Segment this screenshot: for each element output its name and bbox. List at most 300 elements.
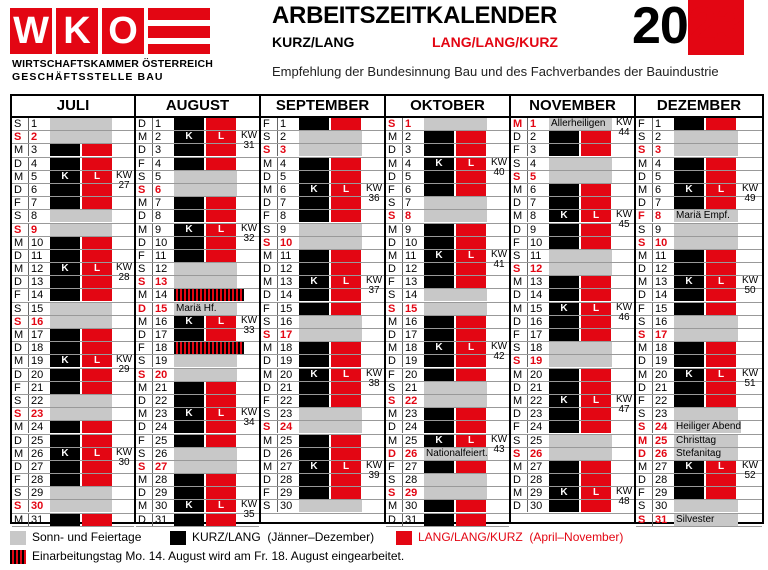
lang-lang-kurz-block: L: [331, 461, 361, 473]
weekday: M: [388, 342, 398, 355]
lang-lang-kurz-block: [706, 158, 736, 170]
weekday: S: [638, 500, 646, 513]
kw-label: KW: [490, 156, 508, 168]
weekend-bar: [424, 210, 487, 222]
day-number: 22: [402, 395, 423, 407]
day-number: 19: [28, 355, 49, 367]
weekday: F: [263, 302, 270, 315]
kw-label: KW: [365, 275, 383, 287]
weekday: D: [138, 118, 146, 130]
weekday: F: [638, 118, 645, 130]
day-row: [511, 408, 634, 421]
lang-lang-kurz-block: [706, 355, 736, 367]
kw-label: KW: [615, 393, 633, 405]
day-row: [511, 289, 634, 302]
day-row: [12, 237, 134, 250]
weekend-bar: [299, 224, 362, 236]
day-row: [636, 514, 762, 527]
weekday: M: [638, 249, 648, 262]
day-number: 3: [28, 144, 49, 156]
weekday: F: [638, 210, 645, 223]
day-row: [511, 461, 634, 474]
day-row: [261, 421, 384, 434]
day-row: [386, 461, 509, 474]
day-number: 5: [652, 171, 673, 183]
day-row: [636, 289, 762, 302]
lang-lang-kurz-block: [581, 184, 611, 196]
day-number: 30: [527, 500, 548, 512]
day-number: 9: [152, 224, 173, 236]
day-number: 30: [402, 500, 423, 512]
kw-label: KW: [365, 367, 383, 379]
day-row: [12, 369, 134, 382]
day-row: [136, 289, 259, 302]
lang-lang-kurz-block: L: [706, 369, 736, 381]
kurz-lang-block: K: [549, 487, 579, 499]
weekday: S: [513, 447, 521, 460]
kurz-lang-block: K: [299, 276, 329, 288]
day-number: 12: [527, 263, 548, 275]
day-row: [136, 237, 259, 250]
kurz-lang-block: [424, 144, 454, 156]
weekday: D: [638, 289, 646, 302]
legend-black-label: KURZ/LANG: [192, 530, 261, 544]
weekday: F: [138, 249, 145, 262]
weekday: S: [263, 500, 271, 513]
day-row: [636, 382, 762, 395]
month-column: [261, 96, 386, 522]
day-number: 3: [152, 144, 173, 156]
day-row: [136, 382, 259, 395]
day-number: 27: [28, 461, 49, 473]
kurz-lang-block: [174, 435, 204, 447]
lang-lang-kurz-block: [456, 461, 486, 473]
weekday: S: [388, 381, 396, 394]
lang-lang-kurz-block: [331, 355, 361, 367]
weekday: M: [513, 276, 523, 289]
day-row: [386, 355, 509, 368]
day-number: 25: [402, 435, 423, 447]
page-title: ARBEITSZEITKALENDER: [272, 2, 557, 29]
weekend-bar: [299, 408, 362, 420]
day-number: 23: [652, 408, 673, 420]
day-row: [636, 395, 762, 408]
day-row: [261, 395, 384, 408]
weekend-bar: [50, 303, 112, 315]
day-number: 2: [28, 131, 49, 143]
kw-number: 44: [618, 127, 630, 138]
weekday: F: [138, 342, 145, 355]
day-number: 24: [277, 421, 298, 433]
weekday: S: [263, 223, 271, 236]
day-number: 9: [28, 224, 49, 236]
weekday: M: [138, 381, 148, 394]
hatch-swatch: [10, 550, 26, 564]
day-number: 28: [277, 474, 298, 486]
lang-lang-kurz-block: [456, 369, 486, 381]
day-row: [261, 474, 384, 487]
weekday: M: [138, 408, 148, 421]
kurz-lang-block: [50, 474, 80, 486]
weekend-bar: [674, 408, 738, 420]
day-number: 30: [152, 500, 173, 512]
weekday: M: [388, 315, 398, 328]
weekend-bar: [174, 461, 237, 473]
kurz-lang-block: [299, 342, 329, 354]
weekday: D: [513, 500, 521, 513]
month-header: NOVEMBER: [511, 96, 634, 118]
weekday: M: [388, 157, 398, 170]
day-number: 28: [652, 474, 673, 486]
day-number: 18: [277, 342, 298, 354]
kurz-lang-block: K: [674, 461, 704, 473]
kurz-lang-block: [424, 316, 454, 328]
kurz-lang-block: [549, 461, 579, 473]
day-number: 20: [28, 369, 49, 381]
lang-lang-kurz-block: [456, 500, 486, 512]
lang-lang-kurz-block: L: [456, 435, 486, 447]
kurz-lang-block: K: [50, 171, 80, 183]
kurz-lang-block: [424, 184, 454, 196]
lang-lang-kurz-block: [581, 408, 611, 420]
lang-lang-kurz-block: L: [706, 184, 736, 196]
weekday: S: [263, 329, 271, 341]
legend-hatch: [10, 549, 404, 564]
lang-lang-kurz-block: [456, 171, 486, 183]
day-number: 15: [527, 303, 548, 315]
kurz-lang-block: [50, 342, 80, 354]
kw-number: 45: [618, 219, 630, 231]
day-number: 23: [277, 408, 298, 420]
day-row: [386, 118, 509, 131]
weekend-bar: [174, 184, 237, 196]
day-row: [511, 209, 634, 231]
weekend-bar: [174, 171, 237, 183]
lang-lang-kurz-block: L: [331, 276, 361, 288]
day-number: 24: [527, 421, 548, 433]
day-number: 14: [652, 289, 673, 301]
weekday: F: [263, 394, 270, 407]
day-row: [386, 408, 509, 421]
kurz-lang-block: K: [50, 448, 80, 460]
lang-lang-kurz-block: L: [206, 316, 236, 328]
kurz-lang-block: [299, 158, 329, 170]
day-number: 27: [277, 461, 298, 473]
day-row: [136, 448, 259, 461]
lang-lang-kurz-block: [206, 250, 236, 262]
lang-lang-kurz-block: [82, 421, 112, 433]
day-number: 23: [152, 408, 173, 420]
kurz-lang-block: [299, 171, 329, 183]
kurz-lang-block: [549, 237, 579, 249]
day-number: 21: [652, 382, 673, 394]
kurz-lang-block: [174, 197, 204, 209]
lang-lang-kurz-block: [331, 448, 361, 460]
weekday: S: [263, 315, 271, 328]
day-number: 17: [28, 329, 49, 341]
day-number: 21: [402, 382, 423, 394]
lang-lang-kurz-block: L: [706, 276, 736, 288]
weekend-bar: [674, 500, 738, 512]
holiday-note: Allerheiligen: [551, 118, 606, 129]
weekday: D: [388, 263, 396, 276]
weekday: D: [14, 276, 22, 289]
day-number: 19: [277, 355, 298, 367]
day-number: 26: [652, 448, 673, 460]
lang-lang-kurz-block: [706, 263, 736, 275]
day-row: [511, 448, 634, 461]
day-row: [636, 224, 762, 237]
day-number: 24: [402, 421, 423, 433]
weekday: S: [138, 460, 146, 473]
kw-number: 29: [118, 364, 130, 376]
kurz-lang-block: [424, 171, 454, 183]
kurz-lang-block: [424, 355, 454, 367]
weekday: M: [14, 355, 24, 368]
kw-label: KW: [741, 275, 759, 287]
month-header: OKTOBER: [386, 96, 509, 118]
day-row: [12, 184, 134, 197]
kurz-lang-block: [50, 250, 80, 262]
weekday: F: [263, 210, 270, 223]
day-number: 11: [402, 250, 423, 262]
lang-lang-kurz-block: [82, 329, 112, 341]
lang-lang-kurz-block: [206, 237, 236, 249]
weekday: S: [14, 500, 22, 513]
day-row: [636, 237, 762, 250]
weekday: D: [513, 315, 521, 328]
kurz-lang-block: [299, 448, 329, 460]
day-number: 22: [28, 395, 49, 407]
weekday: D: [388, 144, 396, 157]
kw-label: KW: [115, 262, 133, 274]
kurz-lang-block: K: [174, 131, 204, 143]
lang-lang-kurz-block: L: [206, 224, 236, 236]
day-row: [636, 500, 762, 513]
day-number: 4: [527, 158, 548, 170]
weekday: D: [138, 210, 146, 223]
kurz-lang-block: [549, 144, 579, 156]
day-row: [136, 250, 259, 263]
day-number: 6: [277, 184, 298, 196]
weekend-bar: [674, 237, 738, 249]
kurz-lang-block: K: [174, 500, 204, 512]
day-row: [386, 421, 509, 434]
day-number: 3: [277, 144, 298, 156]
day-row: [261, 329, 384, 342]
day-row: [386, 395, 509, 408]
day-row: [386, 382, 509, 395]
day-row: [12, 144, 134, 157]
weekday: F: [263, 118, 270, 130]
kurz-lang-block: [549, 474, 579, 486]
day-number: 26: [527, 448, 548, 460]
weekday: S: [388, 302, 396, 315]
day-number: 19: [652, 355, 673, 367]
day-row: [12, 316, 134, 329]
lang-lang-kurz-block: [206, 197, 236, 209]
weekend-bar: [424, 395, 487, 407]
kurz-lang-block: [549, 369, 579, 381]
weekend-bar: [549, 171, 612, 183]
weekday: D: [388, 447, 396, 460]
day-row: [136, 461, 259, 474]
day-number: 30: [277, 500, 298, 512]
day-number: 29: [28, 487, 49, 499]
lang-lang-kurz-block: [82, 184, 112, 196]
weekday: M: [14, 329, 24, 341]
lang-lang-kurz-block: L: [581, 303, 611, 315]
weekday: M: [14, 236, 24, 249]
day-number: 8: [652, 210, 673, 222]
weekday: S: [138, 183, 146, 196]
lang-lang-kurz-block: [331, 118, 361, 130]
month-column: [136, 96, 261, 526]
day-row: [386, 448, 509, 461]
month-column: [12, 96, 136, 526]
kurz-lang-block: K: [424, 435, 454, 447]
lang-lang-kurz-block: [331, 303, 361, 315]
weekday: D: [513, 381, 521, 394]
day-row: [261, 408, 384, 421]
lang-lang-kurz-block: L: [82, 171, 112, 183]
kurz-lang-block: [174, 237, 204, 249]
weekday: S: [638, 421, 646, 434]
kurz-lang-block: [549, 500, 579, 512]
lang-lang-kurz-block: [456, 144, 486, 156]
lang-lang-kurz-block: [456, 408, 486, 420]
weekday: D: [513, 223, 521, 236]
day-number: 17: [652, 329, 673, 341]
weekend-bar: [424, 382, 487, 394]
day-number: 22: [152, 395, 173, 407]
kurz-lang-block: K: [549, 303, 579, 315]
day-row: [136, 474, 259, 487]
day-row: [511, 144, 634, 157]
day-row: [511, 329, 634, 342]
day-number: 9: [527, 224, 548, 236]
weekday: D: [138, 394, 146, 407]
holiday-note: Heiliger Abend: [676, 421, 742, 433]
kw-number: 36: [368, 192, 380, 204]
kw-label: KW: [240, 130, 258, 142]
weekend-bar: [299, 421, 362, 433]
day-number: 9: [652, 224, 673, 236]
weekday: D: [138, 329, 146, 341]
weekday: S: [513, 249, 521, 262]
day-row: [12, 224, 134, 237]
day-row: [386, 144, 509, 157]
day-row: [261, 316, 384, 329]
day-number: 23: [527, 408, 548, 420]
weekend-bar: [299, 329, 362, 341]
weekday: D: [638, 474, 646, 487]
weekday: S: [513, 263, 521, 276]
day-row: [511, 184, 634, 197]
day-row: [12, 461, 134, 474]
weekday: S: [14, 131, 22, 144]
weekday: D: [388, 421, 396, 434]
weekday: M: [138, 223, 148, 236]
lang-lang-kurz-block: [206, 382, 236, 394]
kw-label: KW: [490, 433, 508, 445]
day-row: [136, 369, 259, 382]
kurz-lang-block: [674, 342, 704, 354]
day-number: 8: [402, 210, 423, 222]
lang-lang-kurz-block: [82, 144, 112, 156]
weekday: M: [138, 474, 148, 487]
kurz-lang-block: K: [674, 369, 704, 381]
day-number: 12: [277, 263, 298, 275]
lang-lang-kurz-block: [581, 316, 611, 328]
kurz-lang-block: [299, 303, 329, 315]
day-number: 4: [277, 158, 298, 170]
kurz-lang-block: [50, 329, 80, 341]
day-row: [636, 487, 762, 500]
kurz-lang-block: [424, 369, 454, 381]
weekend-bar: [50, 316, 112, 328]
day-number: 25: [152, 435, 173, 447]
weekday: D: [513, 289, 521, 302]
day-row: [12, 169, 134, 191]
day-number: 2: [277, 131, 298, 143]
weekday: D: [388, 236, 396, 249]
weekday: M: [638, 276, 648, 289]
lang-lang-kurz-block: [581, 224, 611, 236]
weekday: M: [388, 223, 398, 236]
weekday: F: [388, 368, 395, 381]
kw-number: 41: [493, 258, 505, 270]
day-row: [261, 197, 384, 210]
weekend-bar: [424, 289, 487, 301]
day-row: [511, 342, 634, 355]
weekday: D: [638, 447, 646, 460]
day-row: [261, 250, 384, 263]
weekend-bar: [50, 500, 112, 512]
day-number: 22: [527, 395, 548, 407]
kurz-lang-block: [424, 131, 454, 143]
day-number: 9: [402, 224, 423, 236]
day-row: [136, 303, 259, 316]
legend-black-range: (Jänner–Dezember): [267, 530, 375, 544]
day-number: 4: [652, 158, 673, 170]
lang-lang-kurz-block: [331, 289, 361, 301]
lang-lang-kurz-block: [82, 250, 112, 262]
day-number: 6: [28, 184, 49, 196]
day-number: 1: [277, 118, 298, 130]
kw-number: 40: [493, 166, 505, 178]
kw-number: 49: [744, 192, 756, 204]
weekday: D: [14, 368, 22, 381]
kw-label: KW: [615, 486, 633, 498]
logo-stripe: [148, 44, 210, 54]
weekday: F: [14, 381, 21, 394]
lang-lang-kurz-block: [581, 276, 611, 288]
day-row: [261, 210, 384, 223]
day-number: 13: [152, 276, 173, 288]
day-row: [136, 158, 259, 171]
weekday: S: [138, 263, 146, 276]
day-row: [261, 182, 384, 204]
day-row: [136, 435, 259, 448]
weekday: S: [14, 210, 22, 223]
kurz-lang-block: [549, 276, 579, 288]
day-row: [511, 276, 634, 289]
day-row: [261, 131, 384, 144]
weekend-bar: [174, 355, 237, 367]
weekend-bar: [674, 316, 738, 328]
lang-lang-kurz-block: L: [82, 448, 112, 460]
